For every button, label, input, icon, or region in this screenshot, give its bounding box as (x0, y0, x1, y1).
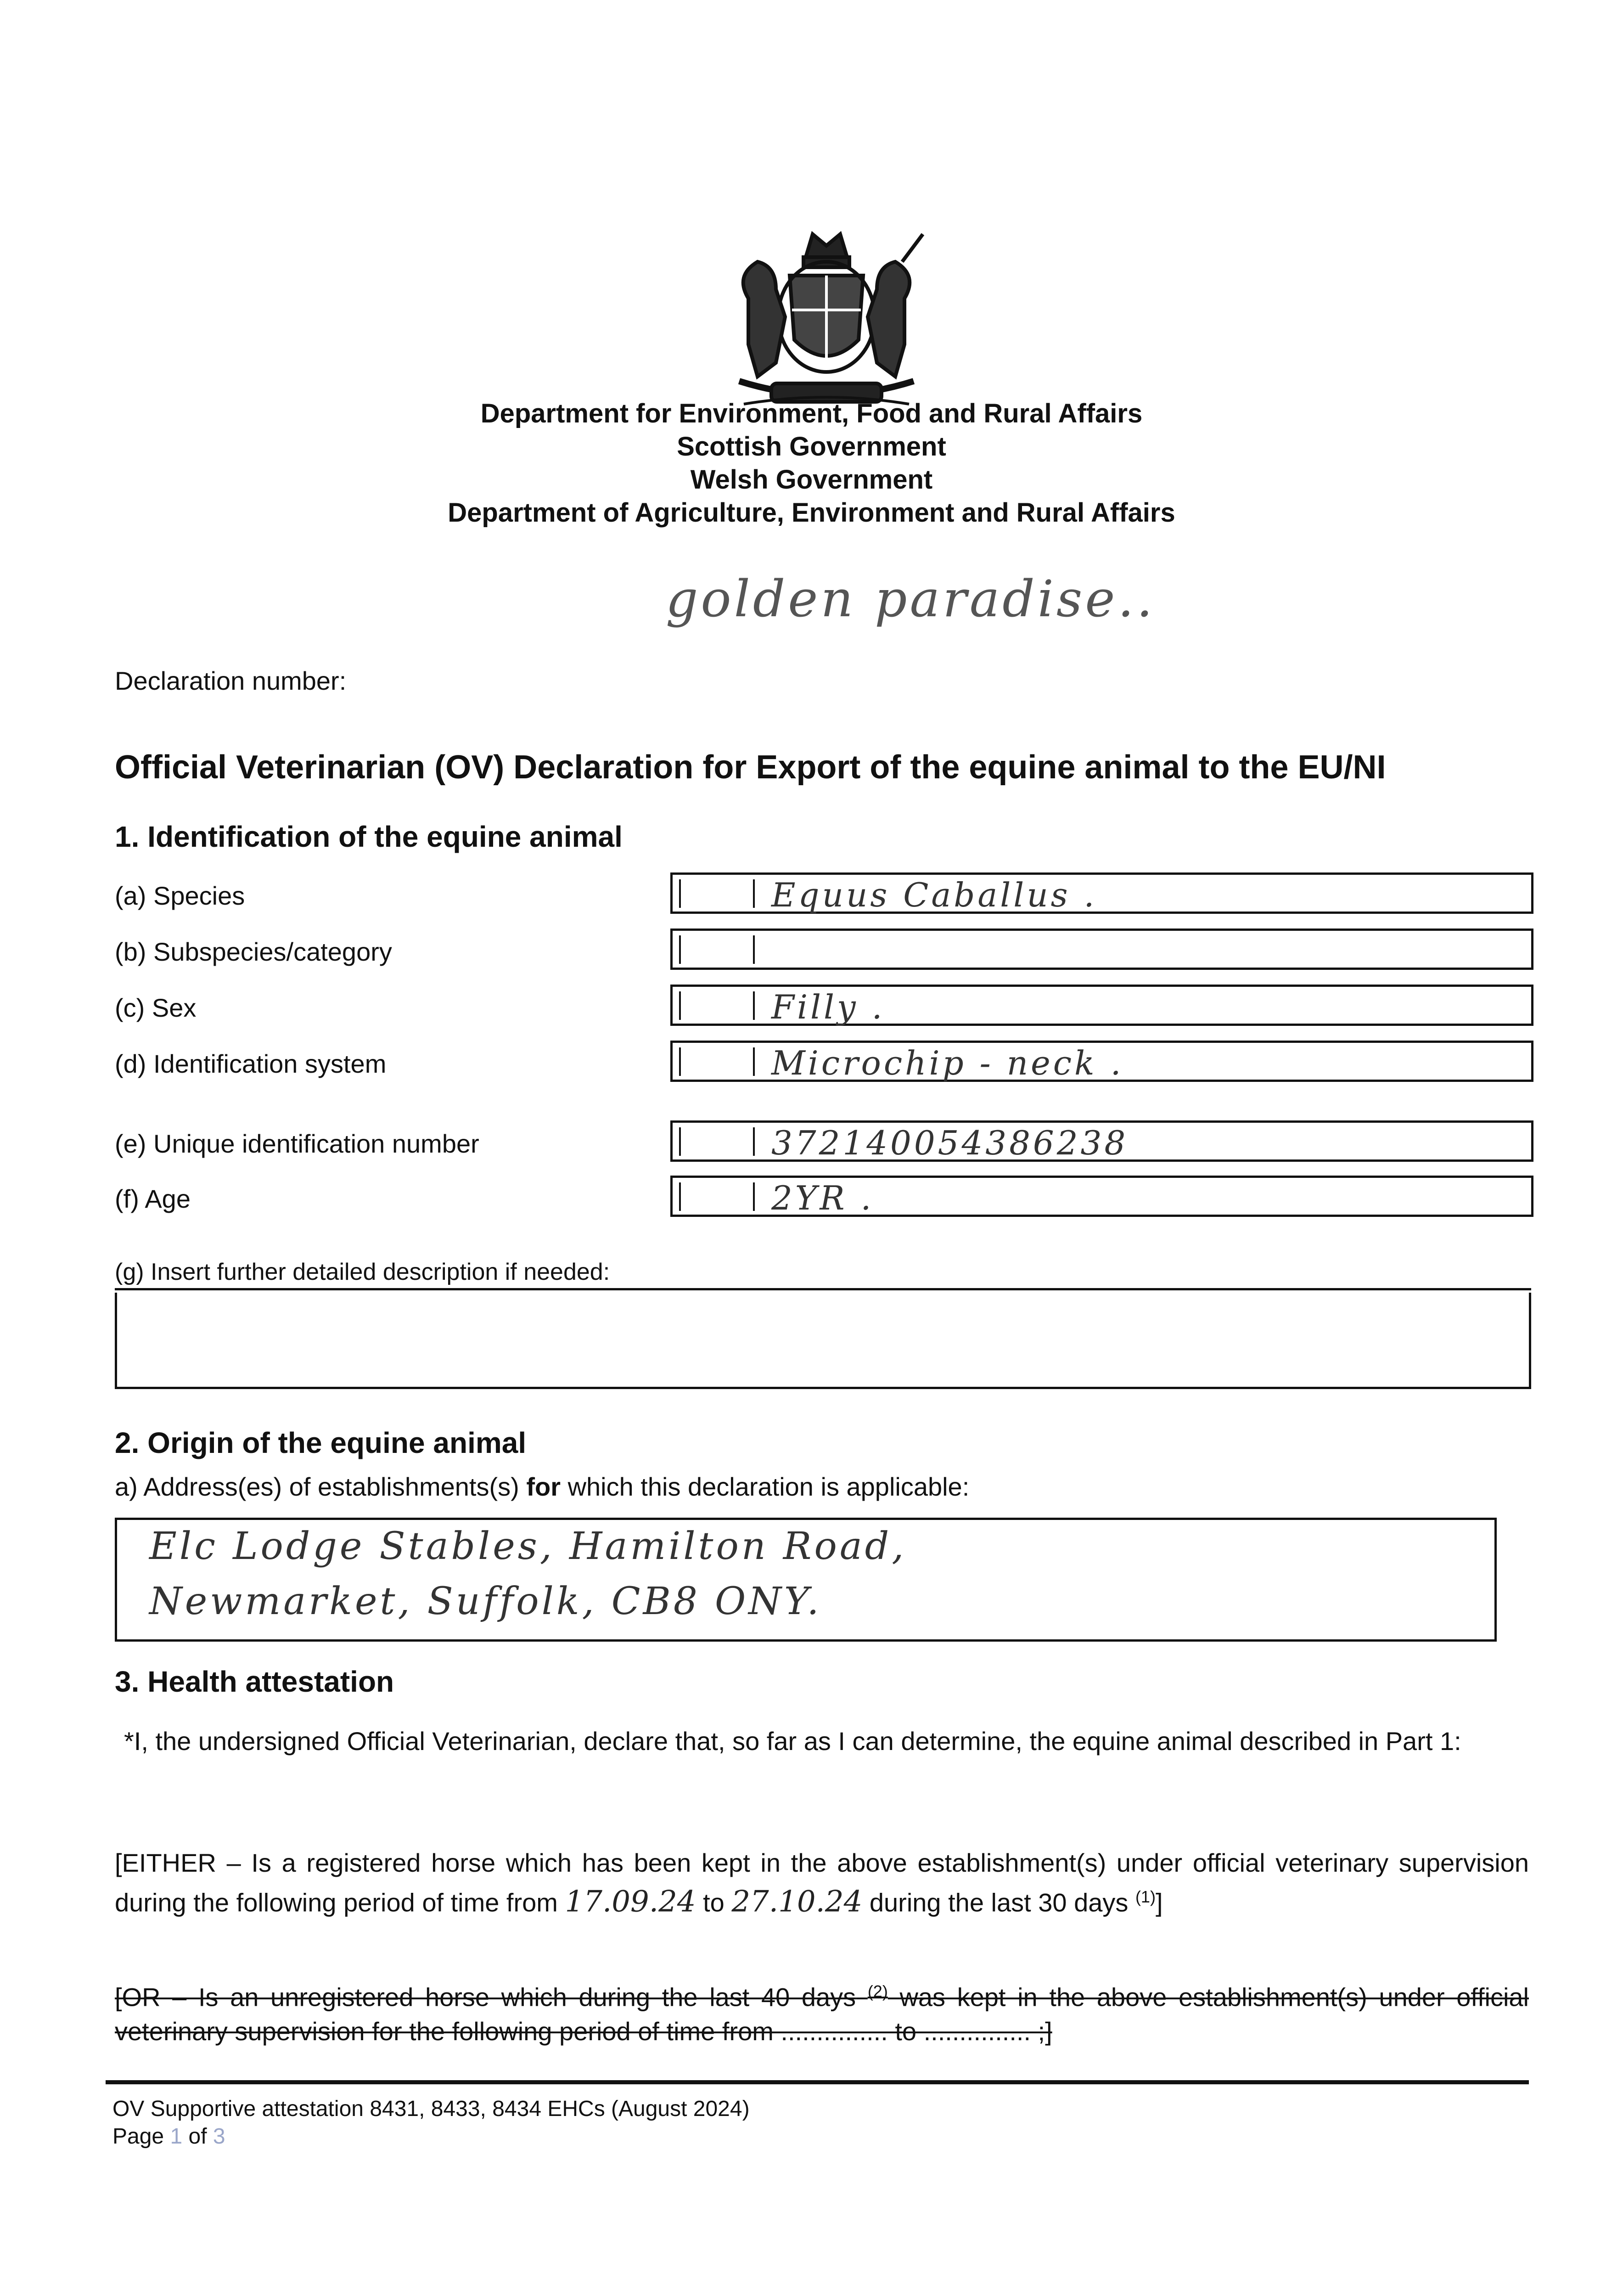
description-top-rule (115, 1288, 1531, 1290)
page-total: 3 (213, 2124, 225, 2149)
to-word: to (703, 1888, 724, 1917)
section2-intro-bold: for (526, 1472, 561, 1501)
field-box (670, 1041, 1533, 1082)
section2-intro-b: which this declaration is applicable: (567, 1472, 970, 1501)
footer-attestation: OV Supportive attestation 8431, 8433, 8434 EHCs (August 2024) (112, 2097, 750, 2121)
field-label: (e) Unique identification number (115, 1129, 479, 1158)
org-welsh-government: Welsh Government (690, 465, 933, 495)
field-label: (a) Species (115, 881, 245, 910)
field-value: Equus Caballus . (771, 876, 1097, 914)
section2-intro (115, 1472, 969, 1502)
to-date: 27.10.24 (731, 1885, 863, 1919)
handwritten-note: golden paradise.. (666, 569, 1156, 628)
field-value: 2YR . (771, 1179, 874, 1217)
address-line-2: Newmarket, Suffolk, CB8 ONY. (149, 1580, 822, 1623)
description-label: (g) Insert further detailed description if needed: (115, 1259, 610, 1285)
either-end: during the last 30 days (869, 1888, 1129, 1917)
address-box (115, 1518, 1497, 1642)
field-value: 372140054386238 (771, 1124, 1129, 1162)
or-clause (115, 1975, 1529, 2048)
page-number (112, 2124, 225, 2149)
field-sex (115, 985, 1538, 1030)
field-box (670, 985, 1533, 1026)
section2-heading: 2. Origin of the equine animal (115, 1426, 527, 1459)
from-date: 17.09.24 (565, 1885, 696, 1919)
footer-rule (106, 2080, 1529, 2084)
either-note: (1) (1135, 1887, 1156, 1906)
org-defra: Department for Environment, Food and Rural Affairs (480, 399, 1143, 428)
royal-coat-of-arms-icon (721, 225, 932, 409)
either-text: [EITHER – Is a registered horse which has been kept in the above establishment(s) under official veterinary supervision during the following period of time from (115, 1848, 1529, 1917)
org-scottish-government: Scottish Government (677, 432, 946, 461)
declaration-number-label: Declaration number: (115, 666, 347, 695)
field-label: (b) Subspecies/category (115, 937, 392, 966)
field-subspecies (115, 929, 1538, 974)
field-species (115, 872, 1538, 918)
field-value: Filly . (771, 988, 885, 1026)
field-box (670, 1120, 1533, 1162)
page-prefix: Page (112, 2124, 164, 2149)
field-value: Microchip - neck . (771, 1044, 1124, 1082)
page-current: 1 (170, 2124, 183, 2149)
field-box (670, 1176, 1533, 1217)
field-identification-system (115, 1041, 1538, 1086)
page-of: of (188, 2124, 207, 2149)
either-close: ] (1155, 1888, 1163, 1917)
section3-heading: 3. Health attestation (115, 1665, 394, 1698)
or-text-a: [OR – Is an unregistered horse which during the last 40 days (115, 1982, 856, 2012)
field-label: (d) Identification system (115, 1049, 387, 1078)
section2-intro-a: a) Address(es) of establishments(s) (115, 1472, 519, 1501)
field-label: (f) Age (115, 1184, 191, 1213)
either-clause (115, 1846, 1529, 1920)
document-title: Official Veterinarian (OV) Declaration for Export of the equine animal to the EU/NI (115, 749, 1386, 786)
or-text-b: was kept in the above establishment(s) under official veterinary supervision for the following period of time from ............... to ............... ;] (115, 1982, 1529, 2046)
field-box (670, 929, 1533, 970)
field-age (115, 1176, 1538, 1221)
section1-heading: 1. Identification of the equine animal (115, 820, 623, 853)
section3-para1: *I, the undersigned Official Veterinarian, declare that, so far as I can determine, the equine animal described in Part 1: (124, 1727, 1461, 1756)
field-label: (c) Sex (115, 993, 197, 1022)
org-daera: Department of Agriculture, Environment and Rural Affairs (448, 498, 1175, 528)
field-unique-id (115, 1120, 1538, 1166)
or-note: (2) (867, 1982, 888, 2001)
description-box (115, 1293, 1531, 1389)
field-box (670, 872, 1533, 914)
address-line-1: Elc Lodge Stables, Hamilton Road, (149, 1525, 907, 1568)
